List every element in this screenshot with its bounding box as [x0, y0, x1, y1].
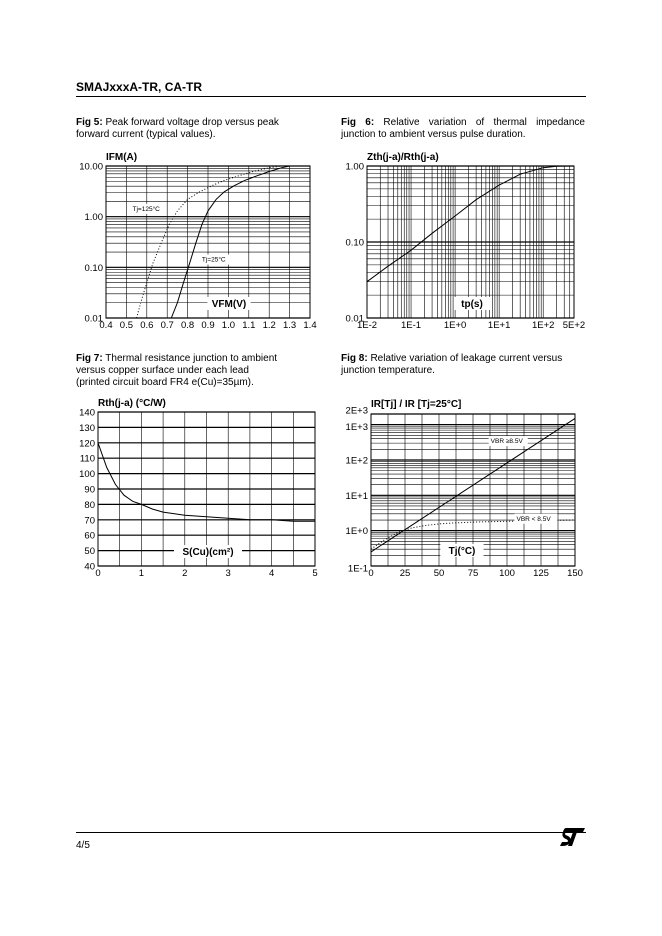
fig7-y-tick-label: 70: [84, 515, 95, 527]
fig5-x-tick-label: 0.9: [201, 320, 215, 331]
fig5-y-tick-label: 0.01: [84, 313, 103, 325]
fig5-caption-line2: forward current (typical values).: [76, 129, 216, 140]
fig8-x-tick-label: 25: [399, 568, 411, 579]
fig7-y-tick-label: 60: [84, 530, 95, 542]
fig6-caption-line2: junction to ambient versus pulse duration.: [341, 129, 526, 140]
fig5-y-axis-title: IFM(A): [106, 152, 138, 163]
fig7-x-tick-label: 2: [182, 568, 188, 579]
fig8-series-label: VBR < 8.5V: [516, 515, 551, 523]
fig6-caption-line1: Relative variation of thermal impedance: [383, 117, 585, 128]
fig8-series-label: VBR ≥8.5V: [490, 438, 523, 446]
fig6-x-axis-title: tp(s): [461, 299, 483, 310]
fig7-y-tick-label: 130: [79, 422, 95, 434]
fig5-x-tick-label: 0.8: [180, 320, 195, 331]
fig5-x-tick-label: 1.2: [262, 320, 276, 331]
fig8-x-tick-label: 125: [533, 568, 549, 579]
fig8-x-tick-label: 50: [433, 568, 445, 579]
fig8-y-tick-label: 1E+0: [345, 526, 368, 538]
fig8-x-tick-label: 75: [467, 568, 479, 579]
fig7-y-axis-title: Rth(j-a) (°C/W): [98, 398, 166, 409]
fig5-x-tick-label: 1.0: [221, 320, 236, 331]
fig5-y-tick-label: 1.00: [84, 212, 103, 224]
fig7-y-tick-label: 100: [79, 469, 95, 481]
fig7-x-tick-label: 3: [225, 568, 231, 579]
fig7-y-tick-label: 40: [84, 561, 95, 573]
fig6-y-tick-label: 1.00: [345, 161, 364, 173]
fig5-series-label: Tj=125°C: [132, 205, 160, 213]
fig6-caption-label: Fig 6:: [341, 117, 375, 128]
fig7-x-tick-label: 4: [268, 568, 275, 579]
fig7-y-tick-label: 120: [79, 438, 95, 450]
fig6-x-tick-label: 1E-1: [401, 320, 422, 331]
footer-rule: [76, 832, 586, 833]
fig5-x-tick-label: 1.1: [242, 320, 256, 331]
fig7-y-tick-label: 90: [84, 484, 95, 496]
fig7-x-tick-label: 0: [95, 568, 101, 579]
fig7-caption-line1: Thermal resistance junction to ambient: [105, 353, 278, 364]
fig8-x-axis-title: Tj(°C): [448, 546, 476, 557]
fig5-caption-label: Fig 5:: [76, 117, 103, 128]
st-logo-icon: [560, 826, 586, 848]
page-number: 4/5: [76, 840, 90, 851]
fig8-x-tick-label: 150: [567, 568, 583, 579]
fig7-y-tick-label: 80: [84, 499, 95, 511]
fig8-caption-label: Fig 8:: [341, 353, 368, 364]
fig5-x-tick-label: 0.7: [160, 320, 174, 331]
fig5-y-tick-label: 0.10: [84, 262, 103, 274]
fig7-x-tick-label: 5: [312, 568, 318, 579]
fig6-x-tick-label: 5E+2: [562, 320, 586, 331]
fig5-x-tick-label: 0.4: [99, 320, 113, 331]
fig8-y-tick-label: 1E-1: [347, 563, 368, 575]
fig7-x-axis-title: S(Cu)(cm²): [182, 547, 234, 558]
fig6-y-tick-label: 0.10: [345, 237, 364, 249]
fig8-caption-line2: junction temperature.: [341, 365, 435, 376]
fig7-y-tick-label: 50: [84, 546, 95, 558]
fig5-x-tick-label: 0.6: [140, 320, 154, 331]
fig6-x-tick-label: 1E+0: [443, 320, 467, 331]
fig5-x-tick-label: 0.5: [119, 320, 134, 331]
fig8-y-tick-label: 2E+3: [345, 405, 368, 417]
fig5-x-tick-label: 1.3: [282, 320, 297, 331]
document-title: SMAJxxxA-TR, CA-TR: [76, 80, 203, 94]
fig7-x-tick-label: 1: [138, 568, 145, 579]
fig7-y-tick-label: 140: [79, 407, 95, 419]
fig5-x-axis-title: VFM(V): [211, 299, 247, 310]
fig6-x-tick-label: 1E+2: [531, 320, 555, 331]
fig8-y-tick-label: 1E+2: [345, 455, 368, 467]
fig8-y-tick-label: 1E+3: [345, 422, 368, 434]
fig6-x-tick-label: 1E+1: [487, 320, 511, 331]
fig8-x-tick-label: 0: [368, 568, 374, 579]
fig5-caption-line1: Peak forward voltage drop versus peak: [105, 117, 279, 128]
fig6-y-axis-title: Zth(j-a)/Rth(j-a): [367, 152, 439, 163]
fig5-series-label: Tj=25°C: [201, 256, 226, 264]
fig7-caption-label: Fig 7:: [76, 353, 103, 364]
fig8-caption-line1: Relative variation of leakage current versus: [370, 353, 563, 364]
fig7-y-tick-label: 110: [79, 453, 95, 465]
fig8-x-tick-label: 100: [499, 568, 515, 579]
fig7-caption-line3: (printed circuit board FR4 e(Cu)=35µm).: [76, 377, 254, 388]
fig8-y-tick-label: 1E+1: [345, 490, 368, 502]
fig5-x-tick-label: 1.4: [303, 320, 317, 331]
fig5-y-tick-label: 10.00: [79, 161, 103, 173]
fig6-y-tick-label: 0.01: [345, 313, 364, 325]
fig6-x-tick-label: 1E-2: [356, 320, 378, 331]
fig7-caption-line2: versus copper surface under each lead: [76, 365, 249, 376]
fig8-y-axis-title: IR[Tj] / IR [Tj=25°C]: [371, 399, 462, 410]
